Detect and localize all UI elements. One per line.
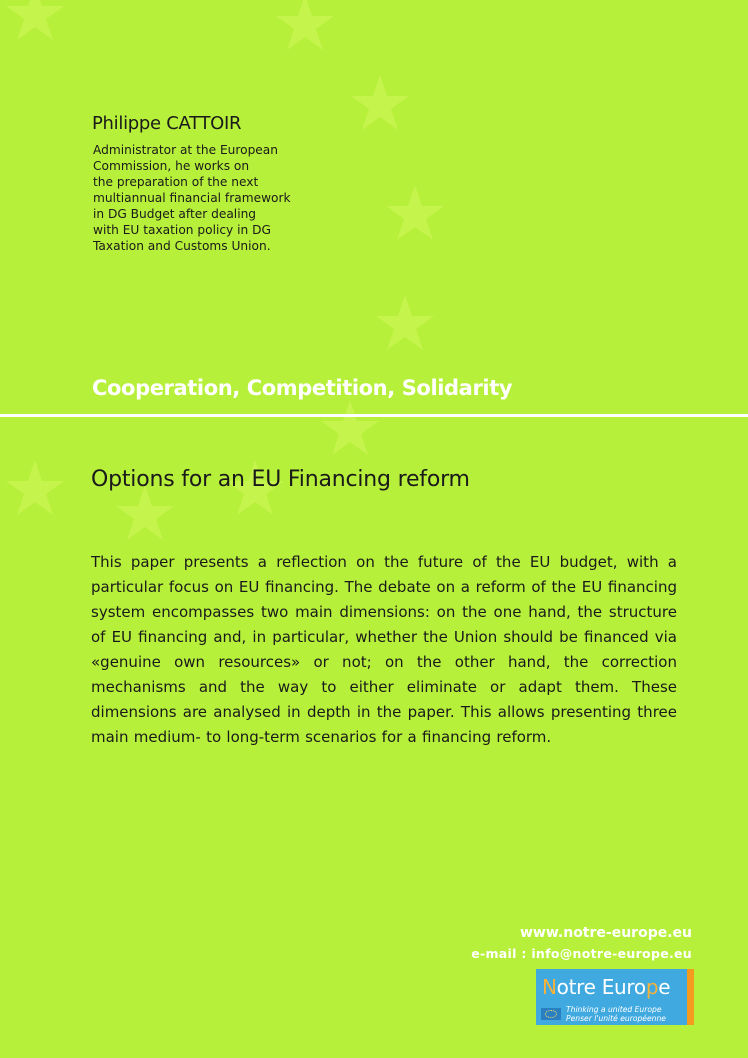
author-bio-line: with EU taxation policy in DG — [93, 223, 271, 237]
email-link[interactable]: e-mail : info@notre-europe.eu — [471, 946, 692, 961]
author-bio — [93, 142, 308, 254]
author-bio-line: Commission, he works on — [93, 159, 250, 173]
logo-tagline: Thinking a united Europe Penser l'unité européenne — [566, 1005, 666, 1023]
logo-wordmark: Notre Europe — [542, 975, 671, 999]
paper-title: Options for an EU Financing reform — [91, 467, 470, 492]
series-subtitle: Cooperation, Competition, Solidarity — [92, 376, 513, 400]
abstract-paragraph: This paper presents a reflection on the future of the EU budget, with a particular focus on EU financing. The debate on a reform of the EU financing system encompasses two main dimensions: on the one hand, the structure of EU financing and, in particular, whether the Union should be financed via «genuine own resources» or not; on the other hand, the correction mechanisms and the way to either eliminate or adapt them. These dimensions are analysed in depth in the paper. This allows presenting three main medium- to long-term scenarios for a financing reform. — [91, 553, 677, 746]
author-bio-line: multiannual financial framework — [93, 191, 291, 205]
eu-flag-icon — [541, 1008, 561, 1020]
divider-rule — [0, 414, 748, 417]
author-bio-line: in DG Budget after dealing — [93, 207, 257, 221]
author-bio-line: Administrator at the European — [93, 143, 279, 157]
website-link[interactable]: www.notre-europe.eu — [520, 925, 692, 941]
author-name: Philippe CATTOIR — [92, 113, 242, 134]
logo-accent-bar — [687, 969, 694, 1025]
author-bio-line: the preparation of the next — [93, 175, 259, 189]
author-bio-line: Taxation and Customs Union. — [93, 239, 271, 253]
notre-europe-logo — [536, 969, 694, 1025]
